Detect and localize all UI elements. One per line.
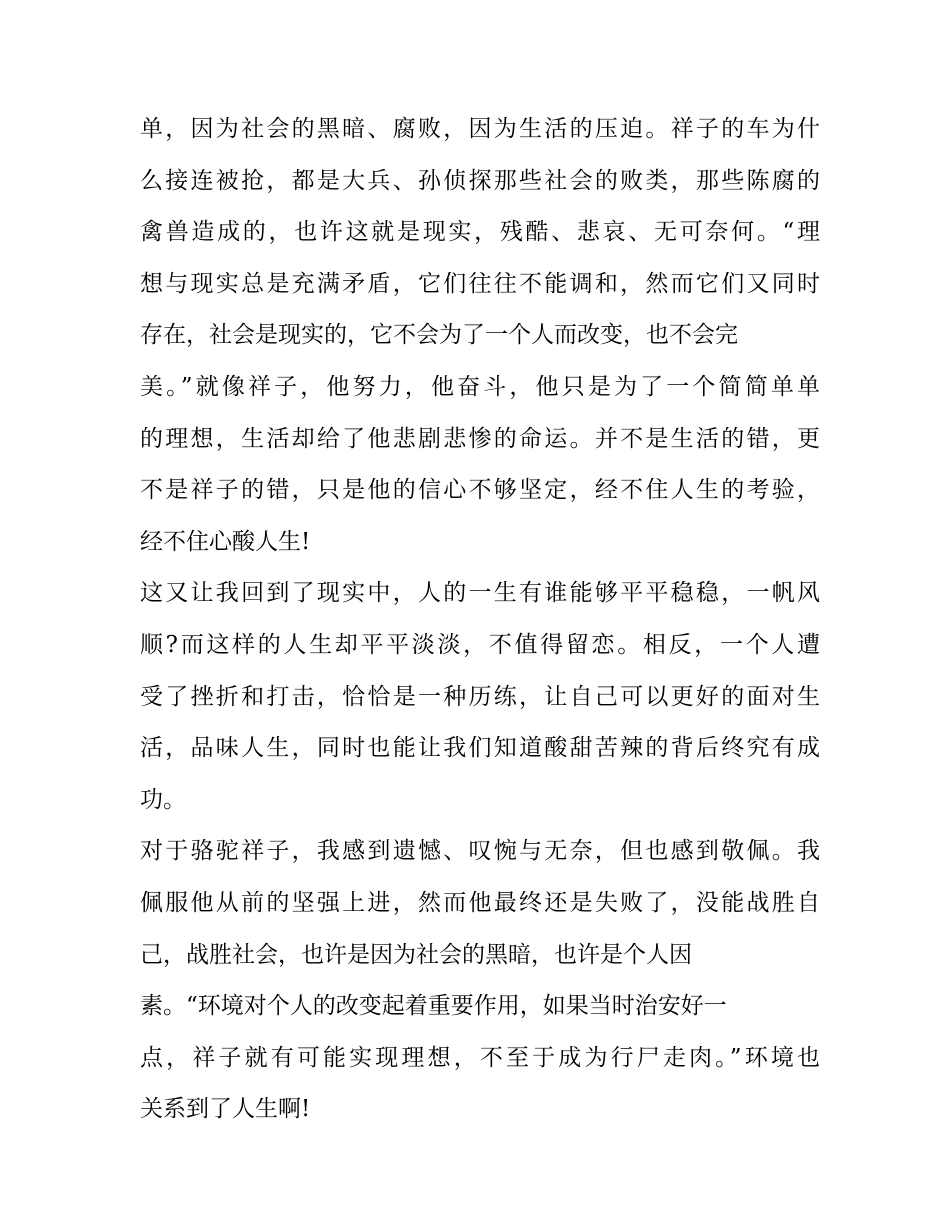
text-line: 对于骆驼祥子，我感到遗憾、叹惋与无奈，但也感到敬佩。我 — [140, 838, 820, 865]
text-line: 想与现实总是充满矛盾，它们往往不能调和，然而它们又同时 — [140, 270, 820, 297]
text-line: 顺?而这样的人生却平平淡淡，不值得留恋。相反，一个人遭 — [140, 631, 820, 658]
text-line: 存在，社会是现实的，它不会为了一个人而改变，也不会完 — [140, 322, 738, 349]
text-line: 美。”就像祥子，他努力，他奋斗，他只是为了一个简简单单 — [140, 373, 820, 400]
text-line: 这又让我回到了现实中，人的一生有谁能够平平稳稳，一帆风 — [140, 580, 820, 607]
text-line: 素。“环境对个人的改变起着重要作用，如果当时治安好一 — [140, 993, 727, 1020]
text-line: 经不住心酸人生! — [140, 528, 311, 555]
text-line: 不是祥子的错，只是他的信心不够坚定，经不住人生的考验， — [140, 477, 820, 504]
text-line: 活，品味人生，同时也能让我们知道酸甜苦辣的背后终究有成 — [140, 735, 820, 762]
text-line: 的理想，生活却给了他悲剧悲惨的命运。并不是生活的错，更 — [140, 425, 820, 452]
text-line: 点，祥子就有可能实现理想，不至于成为行尸走肉。”环境也 — [140, 1044, 820, 1071]
text-line: 单，因为社会的黑暗、腐败，因为生活的压迫。祥子的车为什 — [140, 116, 820, 142]
text-line: 受了挫折和打击，恰恰是一种历练，让自己可以更好的面对生 — [140, 683, 820, 710]
body-text — [140, 104, 820, 1136]
text-line: 佩服他从前的坚强上进，然而他最终还是失败了，没能战胜自 — [140, 889, 820, 916]
text-line: 禽兽造成的，也许这就是现实，残酷、悲哀、无可奈何。“理 — [140, 219, 820, 246]
text-line: 功。 — [140, 786, 186, 813]
text-line: 己，战胜社会，也许是因为社会的黑暗，也许是个人因 — [140, 941, 692, 968]
text-line: 关系到了人生啊! — [140, 1096, 311, 1123]
text-line: 么接连被抢，都是大兵、孙侦探那些社会的败类，那些陈腐的 — [140, 167, 820, 194]
